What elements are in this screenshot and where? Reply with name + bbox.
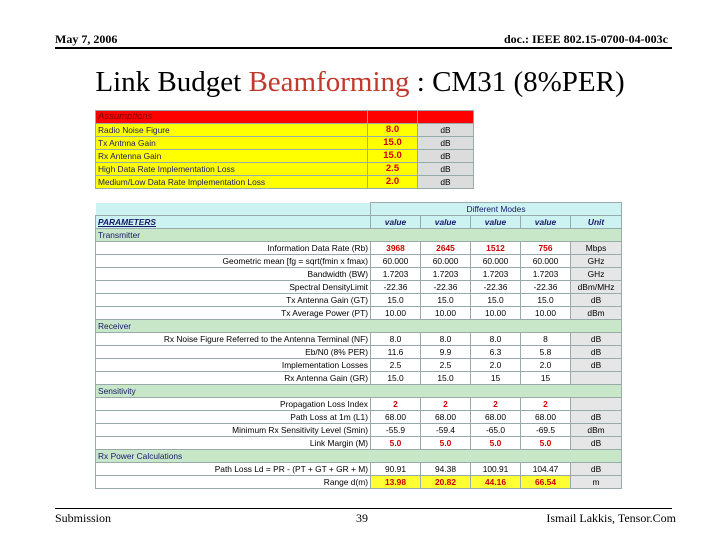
parameter-value: 20.82 <box>421 476 471 489</box>
assumption-label: Rx Antenna Gain <box>96 150 368 163</box>
assumption-value: 15.0 <box>368 150 418 163</box>
parameter-value: 68.00 <box>371 411 421 424</box>
parameter-label: Information Data Rate (Rb) <box>96 242 371 255</box>
parameter-value: 68.00 <box>471 411 521 424</box>
parameter-label: Rx Noise Figure Referred to the Antenna Terminal (NF) <box>96 333 371 346</box>
parameter-value: 13.98 <box>371 476 421 489</box>
parameters-heading: PARAMETERS <box>96 216 371 229</box>
parameter-row <box>96 268 622 281</box>
assumption-value: 2.5 <box>368 163 418 176</box>
assumption-unit: dB <box>418 163 474 176</box>
parameter-value: 1.7203 <box>371 268 421 281</box>
header-date: May 7, 2006 <box>55 32 118 46</box>
parameter-value: 2.0 <box>521 359 571 372</box>
section-heading: Rx Power Calculations <box>96 450 622 463</box>
parameter-row <box>96 346 622 359</box>
section-heading: Transmitter <box>96 229 622 242</box>
parameter-value: 2.5 <box>371 359 421 372</box>
parameter-value: 2.5 <box>421 359 471 372</box>
title-part-2: Beamforming <box>248 66 410 98</box>
section-row <box>96 450 622 463</box>
footer-rule <box>55 508 672 509</box>
parameter-value: 10.00 <box>521 307 571 320</box>
parameter-value: 1512 <box>471 242 521 255</box>
assumption-row <box>96 163 474 176</box>
parameter-value: 3968 <box>371 242 421 255</box>
parameter-value: 2 <box>421 398 471 411</box>
parameter-value: 5.0 <box>371 437 421 450</box>
parameter-value: 15.0 <box>521 294 571 307</box>
parameter-value: 8.0 <box>371 333 421 346</box>
parameter-row <box>96 333 622 346</box>
parameter-value: 6.3 <box>471 346 521 359</box>
assumption-value: 15.0 <box>368 137 418 150</box>
parameter-value: 10.00 <box>371 307 421 320</box>
section-row <box>96 229 622 242</box>
parameter-value: 9.9 <box>421 346 471 359</box>
assumption-unit: dB <box>418 137 474 150</box>
slide-title <box>0 64 720 100</box>
parameter-unit: dB <box>571 346 622 359</box>
parameter-value: 60.000 <box>421 255 471 268</box>
parameter-row <box>96 359 622 372</box>
page-number: 39 <box>356 511 368 525</box>
assumption-value: 2.0 <box>368 176 418 189</box>
assumption-row <box>96 124 474 137</box>
column-header: Unit <box>571 216 622 229</box>
parameter-value: 60.000 <box>521 255 571 268</box>
parameter-value: 68.00 <box>421 411 471 424</box>
parameter-value: -69.5 <box>521 424 571 437</box>
parameter-value: -22.36 <box>421 281 471 294</box>
parameter-label: Tx Antenna Gain (GT) <box>96 294 371 307</box>
column-header: value <box>371 216 421 229</box>
parameter-value: 15.0 <box>471 294 521 307</box>
parameter-row <box>96 372 622 385</box>
parameter-row <box>96 424 622 437</box>
parameter-unit: dB <box>571 411 622 424</box>
different-modes-row <box>96 203 622 216</box>
parameter-value: 11.6 <box>371 346 421 359</box>
section-row <box>96 320 622 333</box>
parameter-value: -55.9 <box>371 424 421 437</box>
parameter-value: 2.0 <box>471 359 521 372</box>
section-heading: Receiver <box>96 320 622 333</box>
parameter-label: Path Loss at 1m (L1) <box>96 411 371 424</box>
parameter-label: Spectral DensityLimit <box>96 281 371 294</box>
header-doc-id: doc.: IEEE 802.15-0700-04-003c <box>504 32 668 46</box>
parameter-label: Rx Antenna Gain (GR) <box>96 372 371 385</box>
assumptions-heading-fill <box>418 111 474 124</box>
parameter-value: 68.00 <box>521 411 571 424</box>
parameter-label: Propagation Loss Index <box>96 398 371 411</box>
assumption-row <box>96 150 474 163</box>
parameter-row <box>96 411 622 424</box>
parameter-label: Geometric mean [fg = sqrt(fmin x fmax) <box>96 255 371 268</box>
parameter-value: 104.47 <box>521 463 571 476</box>
assumption-label: Tx Antnna Gain <box>96 137 368 150</box>
parameter-unit: dBm <box>571 307 622 320</box>
parameter-value: 1.7203 <box>421 268 471 281</box>
parameter-value: 10.00 <box>471 307 521 320</box>
parameter-value: 94.38 <box>421 463 471 476</box>
parameter-value: 2 <box>371 398 421 411</box>
parameter-value: 44.16 <box>471 476 521 489</box>
parameter-label: Path Loss Ld = PR - (PT + GT + GR + M) <box>96 463 371 476</box>
parameter-value: 15 <box>471 372 521 385</box>
parameter-unit <box>571 372 622 385</box>
parameter-value: -22.36 <box>371 281 421 294</box>
parameter-value: 2 <box>471 398 521 411</box>
parameter-row <box>96 281 622 294</box>
parameter-value: 90.91 <box>371 463 421 476</box>
parameter-value: -59.4 <box>421 424 471 437</box>
section-heading: Sensitivity <box>96 385 622 398</box>
parameter-value: 5.8 <box>521 346 571 359</box>
title-part-1: Link Budget <box>95 66 242 98</box>
parameter-unit: dBm <box>571 424 622 437</box>
assumption-unit: dB <box>418 176 474 189</box>
parameter-value: 66.54 <box>521 476 571 489</box>
parameter-row <box>96 294 622 307</box>
parameter-unit: dB <box>571 333 622 346</box>
column-header: value <box>421 216 471 229</box>
parameter-value: -22.36 <box>521 281 571 294</box>
parameter-value: 5.0 <box>421 437 471 450</box>
parameter-label: Tx Average Power (PT) <box>96 307 371 320</box>
assumptions-heading-fill <box>368 111 418 124</box>
parameter-value: 8 <box>521 333 571 346</box>
parameter-row <box>96 437 622 450</box>
parameter-row <box>96 307 622 320</box>
parameter-value: 15.0 <box>371 294 421 307</box>
parameter-value: 756 <box>521 242 571 255</box>
section-row <box>96 385 622 398</box>
parameter-label: Eb/N0 (8% PER) <box>96 346 371 359</box>
parameter-unit: dB <box>571 294 622 307</box>
parameter-value: -65.0 <box>471 424 521 437</box>
parameter-unit: dB <box>571 359 622 372</box>
parameter-value: 10.00 <box>421 307 471 320</box>
parameter-value: 5.0 <box>471 437 521 450</box>
header-rule <box>55 47 672 49</box>
parameter-unit: m <box>571 476 622 489</box>
assumption-unit: dB <box>418 124 474 137</box>
parameter-unit: dB <box>571 463 622 476</box>
parameter-value: 15 <box>521 372 571 385</box>
parameter-unit: Mbps <box>571 242 622 255</box>
parameters-header-row <box>96 216 622 229</box>
assumption-label: High Data Rate Implementation Loss <box>96 163 368 176</box>
parameter-value: 15.0 <box>421 294 471 307</box>
parameters-table <box>95 202 622 489</box>
parameter-value: 60.000 <box>471 255 521 268</box>
parameter-label: Link Margin (M) <box>96 437 371 450</box>
parameter-value: 2 <box>521 398 571 411</box>
parameter-value: 5.0 <box>521 437 571 450</box>
parameter-row <box>96 476 622 489</box>
assumptions-table <box>95 110 474 189</box>
footer-author: Ismail Lakkis, Tensor.Com <box>546 511 676 525</box>
parameter-row <box>96 242 622 255</box>
parameter-unit <box>571 398 622 411</box>
parameter-row <box>96 398 622 411</box>
assumption-label: Medium/Low Data Rate Implementation Loss <box>96 176 368 189</box>
assumption-value: 8.0 <box>368 124 418 137</box>
parameter-unit: dBm/MHz <box>571 281 622 294</box>
parameter-value: 15.0 <box>421 372 471 385</box>
assumptions-heading-row <box>96 111 474 124</box>
assumption-row <box>96 137 474 150</box>
parameter-value: 1.7203 <box>521 268 571 281</box>
parameter-value: 15.0 <box>371 372 421 385</box>
column-header: value <box>471 216 521 229</box>
parameter-value: -22.36 <box>471 281 521 294</box>
parameter-label: Implementation Losses <box>96 359 371 372</box>
assumption-unit: dB <box>418 150 474 163</box>
parameter-row <box>96 255 622 268</box>
parameter-value: 8.0 <box>471 333 521 346</box>
parameter-label: Minimum Rx Sensitivity Level (Smin) <box>96 424 371 437</box>
parameter-value: 60.000 <box>371 255 421 268</box>
title-part-3: : CM31 (8%PER) <box>416 66 625 98</box>
assumption-label: Radio Noise Figure <box>96 124 368 137</box>
parameter-value: 1.7203 <box>471 268 521 281</box>
parameter-unit: GHz <box>571 255 622 268</box>
footer-submission: Submission <box>55 511 112 525</box>
parameter-value: 2645 <box>421 242 471 255</box>
blank-cell <box>96 203 371 216</box>
parameter-label: Range d(m) <box>96 476 371 489</box>
parameter-value: 100.91 <box>471 463 521 476</box>
assumption-row <box>96 176 474 189</box>
different-modes-label: Different Modes <box>371 203 622 216</box>
parameter-unit: dB <box>571 437 622 450</box>
parameter-unit: GHz <box>571 268 622 281</box>
column-header: value <box>521 216 571 229</box>
parameter-value: 8.0 <box>421 333 471 346</box>
assumptions-heading: Assumptions <box>96 111 368 124</box>
parameter-label: Bandwidth (BW) <box>96 268 371 281</box>
parameter-row <box>96 463 622 476</box>
